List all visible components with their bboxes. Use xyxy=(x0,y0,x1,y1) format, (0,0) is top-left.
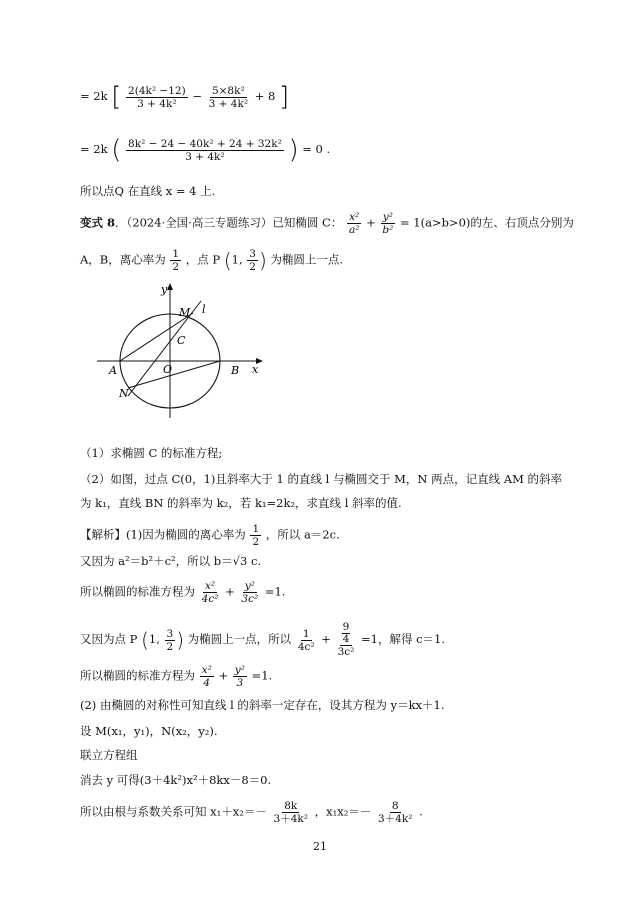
sol-s10a: 所以由根与系数关系可知 x₁＋x₂＝－ xyxy=(80,804,267,819)
eq1-fraction-1 xyxy=(126,85,188,110)
eccentricity-frac xyxy=(170,248,181,273)
p-y-frac xyxy=(247,248,258,273)
sol-s4-d2: 3c² xyxy=(337,646,355,658)
sol-s5-d1: 4 xyxy=(203,677,211,689)
sol-s3-frac-2 xyxy=(239,580,260,605)
plus-sign: + xyxy=(366,215,376,230)
line-bn xyxy=(128,361,220,388)
sol-s5-frac-1 xyxy=(200,664,214,689)
label-b: B xyxy=(231,364,240,377)
p-num: 3 xyxy=(249,248,256,260)
eq1-fraction-2 xyxy=(207,85,250,110)
label-n: N xyxy=(119,387,129,400)
sol-s3-d2: 3c² xyxy=(241,593,259,605)
sol-p-frac xyxy=(165,628,176,653)
solution-line-6: (2) 由椭圆的对称性可知直线 l 的斜率一定存在，设其方程为 y＝kx＋1. xyxy=(80,698,445,712)
label-o: O xyxy=(163,363,173,376)
sol-s3a: 所以椭圆的标准方程为 xyxy=(80,584,195,599)
question-2-line-2: 为 k₁，直线 BN 的斜率为 k₂，若 k₁=2k₂，求直线 l 斜率的值. xyxy=(80,496,402,510)
sol-p-left-paren: ( xyxy=(141,628,149,652)
solution-line-7: 设 M(x₁，y₁)，N(x₂，y₂). xyxy=(80,724,218,738)
solution-line-4 xyxy=(80,622,445,658)
ellipse-x-term xyxy=(347,211,361,236)
p-right-paren: ) xyxy=(258,248,267,273)
variant-line-2 xyxy=(80,248,343,273)
solution-line-3 xyxy=(80,580,285,605)
sol-s3-n2: y² xyxy=(244,580,255,592)
p-left-paren: ( xyxy=(223,248,232,273)
label-a: A xyxy=(109,364,117,377)
variant-line2a: A，B，离心率为 xyxy=(80,252,166,267)
sol-s4-n1: 1 xyxy=(302,627,310,640)
eq1-f2-denominator: 3 + 4k² xyxy=(208,97,249,110)
sol-s4-nested-num xyxy=(340,622,353,646)
sol-s4a: 又因为点 P xyxy=(80,632,138,646)
sol-s10-d1: 3＋4k² xyxy=(273,813,308,825)
y-term-num: y² xyxy=(382,211,393,223)
sol-p-right-paren: ) xyxy=(176,628,185,652)
eq2-fraction xyxy=(126,138,284,163)
sol-s5-d2: 3 xyxy=(236,677,244,689)
variant-source: ．（2024·全国·高三专题练习）已知椭圆 C： xyxy=(115,215,343,230)
sol-s1-num: 1 xyxy=(252,523,260,535)
right-paren: ) xyxy=(288,135,299,165)
sol-s4-nn: 9 xyxy=(342,621,350,633)
solution-line-8: 联立方程组 xyxy=(80,748,138,762)
sol-s5-n1: x² xyxy=(201,664,212,676)
eq1-f1-numerator: 2(4k² −12) xyxy=(128,84,186,97)
label-c: C xyxy=(177,334,186,347)
sol-s10b: ，x₁x₂＝－ xyxy=(314,804,372,819)
sol-p-num: 3 xyxy=(166,627,174,640)
sol-s3-d1: 4c² xyxy=(201,593,219,605)
left-bracket: [ xyxy=(111,82,122,112)
equation-line-2 xyxy=(80,137,330,163)
variant-line2b: ，点 P xyxy=(185,252,221,267)
label-m: M xyxy=(179,306,191,319)
sol-s5-n2: y² xyxy=(234,664,245,676)
p-x: 1, xyxy=(231,252,243,267)
left-paren: ( xyxy=(111,135,122,165)
solution-line-5 xyxy=(80,664,272,689)
sol-s10-frac-1 xyxy=(272,800,310,825)
sol-s4-frac-1 xyxy=(296,628,317,653)
sol-s1-frac xyxy=(250,523,261,548)
label-y: y xyxy=(161,283,168,296)
sol-s10c: . xyxy=(419,804,423,819)
sol-s5-plus: + xyxy=(218,668,229,683)
sol-s3-frac-1 xyxy=(200,580,221,605)
variant-line2c: 为椭圆上一点. xyxy=(270,252,344,267)
solution-line-9: 消去 y 可得(3＋4k²)x²＋8kx－8＝0. xyxy=(80,773,272,787)
sol-s5-frac-2 xyxy=(233,664,247,689)
eq2-numerator: 8k² − 24 − 40k² + 24 + 32k² xyxy=(128,137,282,150)
solution-line-1 xyxy=(80,523,340,548)
sol-s5b: =1. xyxy=(251,668,273,683)
sol-s3-plus: + xyxy=(225,584,235,599)
solution-line-2: 又因为 a²＝b²＋c²，所以 b＝√3 c. xyxy=(80,554,262,568)
sol-s1a: 【解析】(1)因为椭圆的离心率为 xyxy=(80,527,246,542)
sol-s4-frac-2 xyxy=(336,622,357,658)
eq1-minus: − xyxy=(192,89,202,103)
sol-s3-n1: x² xyxy=(204,580,216,592)
sol-s1-den: 2 xyxy=(252,536,260,548)
sol-s5a: 所以椭圆的标准方程为 xyxy=(80,668,195,683)
question-1: （1）求椭圆 C 的标准方程; xyxy=(80,446,223,460)
eq2-denominator: 3 + 4k² xyxy=(185,150,225,163)
sol-p-x: 1, xyxy=(148,632,160,646)
eq1-f2-numerator: 5×8k² xyxy=(211,84,245,97)
eq2-tail: = 0 . xyxy=(302,142,331,156)
ellipse-condition: = 1(a>b>0)的左、右顶点分别为 xyxy=(399,215,574,230)
page-number: 21 xyxy=(313,840,327,853)
y-axis-arrow xyxy=(167,283,173,290)
sol-s10-frac-2 xyxy=(376,800,414,825)
solution-line-10 xyxy=(80,800,423,825)
eq2-prefix: = 2k xyxy=(80,142,108,156)
variant-label: 变式 8 xyxy=(80,215,116,230)
sol-s4b: 为椭圆上一点，所以 xyxy=(187,632,292,646)
sol-s4-plus: + xyxy=(321,632,331,646)
e-num: 1 xyxy=(172,248,180,260)
eq1-tail: + 8 xyxy=(254,89,276,103)
x-term-num: x² xyxy=(349,211,360,223)
x-term-den: a² xyxy=(348,224,360,236)
y-term-den: b² xyxy=(382,224,394,236)
sol-s4-nd: 4 xyxy=(342,633,350,645)
sol-p-den: 2 xyxy=(166,640,174,653)
conclusion-line: 所以点Q 在直线 x = 4 上. xyxy=(80,184,216,198)
p-den: 2 xyxy=(249,261,256,273)
sol-s10-n2: 8 xyxy=(391,800,399,812)
label-x: x xyxy=(252,363,259,376)
variant-heading xyxy=(80,211,574,236)
ellipse-figure xyxy=(95,280,270,420)
question-2-line-1: （2）如图，过点 C(0，1)且斜率大于 1 的直线 l 与椭圆交于 M，N 两点，记直线 AM 的斜率 xyxy=(80,472,563,486)
right-bracket: ] xyxy=(278,82,290,112)
equation-line-1 xyxy=(80,84,289,110)
ellipse-y-term xyxy=(380,211,395,236)
eq1-f1-denominator: 3 + 4k² xyxy=(137,97,177,110)
sol-s1b: ，所以 a＝2c. xyxy=(265,527,340,542)
eq1-prefix: = 2k xyxy=(80,89,108,103)
sol-s3b: =1. xyxy=(264,584,286,599)
sol-s4-d1: 4c² xyxy=(297,640,315,653)
sol-s10-n1: 8k xyxy=(284,800,298,812)
sol-s10-d2: 3＋4k² xyxy=(377,813,413,825)
e-den: 2 xyxy=(172,261,180,273)
label-l: l xyxy=(202,303,206,316)
sol-s4c: =1，解得 c＝1. xyxy=(361,632,446,646)
